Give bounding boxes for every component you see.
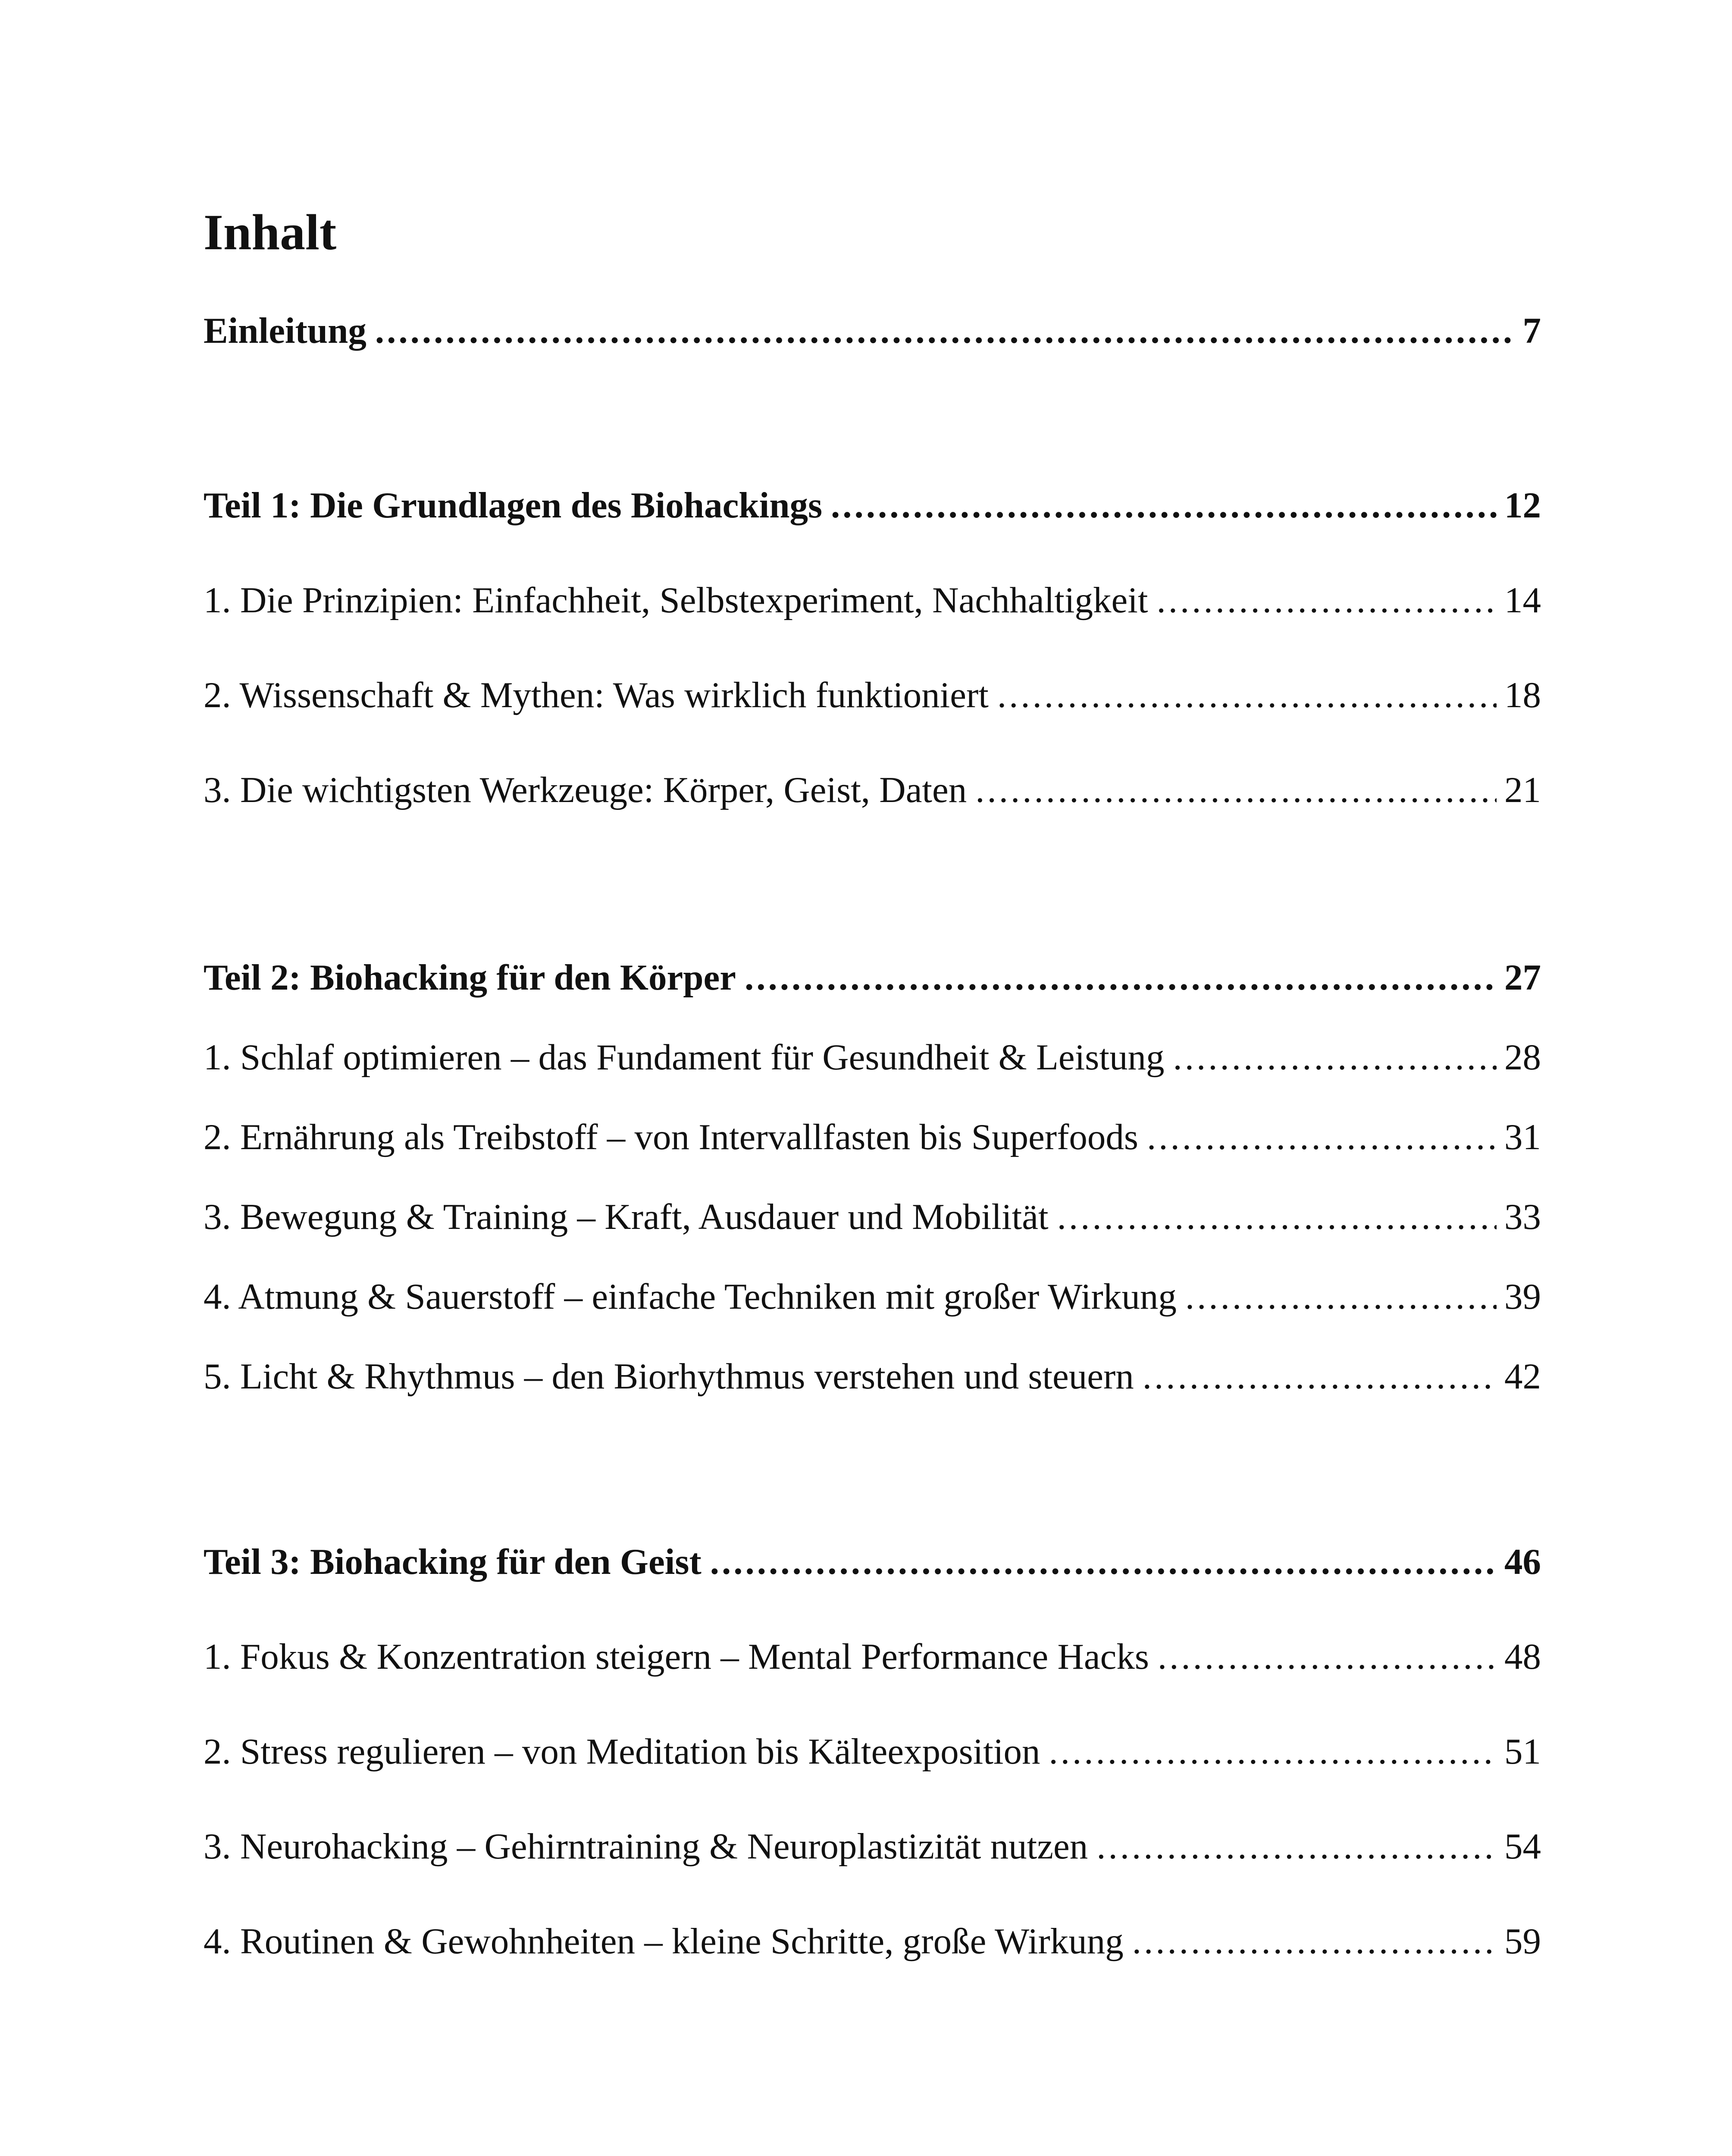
toc-entry-label: 5. Licht & Rhythmus – den Biorhythmus verstehen und steuern bbox=[204, 1356, 1134, 1397]
toc-entry-page-number: 46 bbox=[1504, 1542, 1541, 1582]
toc-entry-part-2 bbox=[204, 959, 1541, 996]
toc-entry-page-number: 39 bbox=[1504, 1276, 1541, 1317]
toc-entry-part-3-chapter-4 bbox=[204, 1923, 1541, 1960]
toc-entry-page-number: 54 bbox=[1504, 1826, 1541, 1867]
toc-entry-page-number: 28 bbox=[1504, 1037, 1541, 1078]
toc-entry-page-number: 59 bbox=[1504, 1921, 1541, 1962]
toc-entry-page-number: 48 bbox=[1504, 1636, 1541, 1677]
toc-entry-part-3-chapter-2 bbox=[204, 1733, 1541, 1770]
toc-entry-label: 3. Neurohacking – Gehirntraining & Neuroplastizität nutzen bbox=[204, 1826, 1088, 1867]
toc-entry-page-number: 31 bbox=[1504, 1117, 1541, 1157]
toc-entry-page-number: 7 bbox=[1522, 310, 1541, 351]
toc-entry-label: Teil 1: Die Grundlagen des Biohackings bbox=[204, 485, 823, 526]
dot-leader bbox=[1096, 1828, 1497, 1865]
toc-entry-part-3-chapter-1 bbox=[204, 1636, 1541, 1677]
toc-entry-label: 1. Fokus & Konzentration steigern – Mental Performance Hacks bbox=[204, 1636, 1149, 1677]
toc-entry-label: Teil 3: Biohacking für den Geist bbox=[204, 1542, 702, 1582]
dot-leader bbox=[1173, 1039, 1497, 1076]
toc-entry-introduction bbox=[204, 310, 1541, 351]
toc-entry-page-number: 12 bbox=[1504, 485, 1541, 526]
toc-entry-label: 1. Schlaf optimieren – das Fundament für Gesundheit & Leistung bbox=[204, 1037, 1165, 1078]
toc-entry-part-2-chapter-2 bbox=[204, 1119, 1541, 1156]
dot-leader bbox=[1147, 1119, 1497, 1156]
dot-leader bbox=[375, 313, 1515, 349]
toc-entry-part-1-chapter-2 bbox=[204, 677, 1541, 714]
toc-entry-part-1 bbox=[204, 487, 1541, 524]
dot-leader bbox=[710, 1544, 1497, 1580]
toc-entry-page-number: 33 bbox=[1504, 1197, 1541, 1237]
dot-leader bbox=[1143, 1358, 1497, 1395]
toc-entry-part-2-chapter-4 bbox=[204, 1276, 1541, 1317]
toc-entry-page-number: 51 bbox=[1504, 1731, 1541, 1772]
toc-entry-label: 3. Bewegung & Training – Kraft, Ausdauer und Mobilität bbox=[204, 1197, 1049, 1237]
toc-entry-part-3-chapter-3 bbox=[204, 1828, 1541, 1865]
toc-entry-part-1-chapter-3 bbox=[204, 772, 1541, 808]
toc-entry-label: 4. Routinen & Gewohnheiten – kleine Schritte, große Wirkung bbox=[204, 1921, 1124, 1962]
toc-entry-page-number: 14 bbox=[1504, 580, 1541, 620]
dot-leader bbox=[997, 677, 1497, 714]
toc-entry-label: 1. Die Prinzipien: Einfachheit, Selbstexperiment, Nachhaltigkeit bbox=[204, 580, 1148, 620]
toc-entry-page-number: 42 bbox=[1504, 1356, 1541, 1397]
dot-leader bbox=[1049, 1733, 1497, 1770]
dot-leader bbox=[975, 772, 1497, 808]
dot-leader bbox=[1132, 1923, 1497, 1960]
dot-leader bbox=[1157, 582, 1497, 619]
toc-entry-part-2-chapter-5 bbox=[204, 1358, 1541, 1395]
dot-leader bbox=[1185, 1279, 1497, 1315]
dot-leader bbox=[745, 959, 1497, 996]
toc-entry-label: 2. Ernährung als Treibstoff – von Intervallfasten bis Superfoods bbox=[204, 1117, 1138, 1157]
toc-entry-label: 2. Wissenschaft & Mythen: Was wirklich funktioniert bbox=[204, 675, 989, 715]
page-title: Inhalt bbox=[204, 204, 337, 260]
toc-entry-label: Einleitung bbox=[204, 310, 366, 351]
toc-entry-label: 4. Atmung & Sauerstoff – einfache Techniken mit großer Wirkung bbox=[204, 1276, 1177, 1317]
dot-leader bbox=[1158, 1639, 1497, 1675]
toc-entry-label: 3. Die wichtigsten Werkzeuge: Körper, Geist, Daten bbox=[204, 770, 967, 810]
toc-entry-page-number: 21 bbox=[1504, 770, 1541, 810]
toc-entry-label: Teil 2: Biohacking für den Körper bbox=[204, 957, 736, 998]
toc-entry-part-2-chapter-3 bbox=[204, 1199, 1541, 1235]
toc-entry-part-2-chapter-1 bbox=[204, 1039, 1541, 1076]
dot-leader bbox=[831, 487, 1497, 524]
dot-leader bbox=[1057, 1199, 1497, 1235]
toc-entry-label: 2. Stress regulieren – von Meditation bis Kälteexposition bbox=[204, 1731, 1040, 1772]
toc-entry-page-number: 27 bbox=[1504, 957, 1541, 998]
toc-entry-part-3 bbox=[204, 1544, 1541, 1580]
toc-entry-page-number: 18 bbox=[1504, 675, 1541, 715]
toc-entry-part-1-chapter-1 bbox=[204, 582, 1541, 619]
